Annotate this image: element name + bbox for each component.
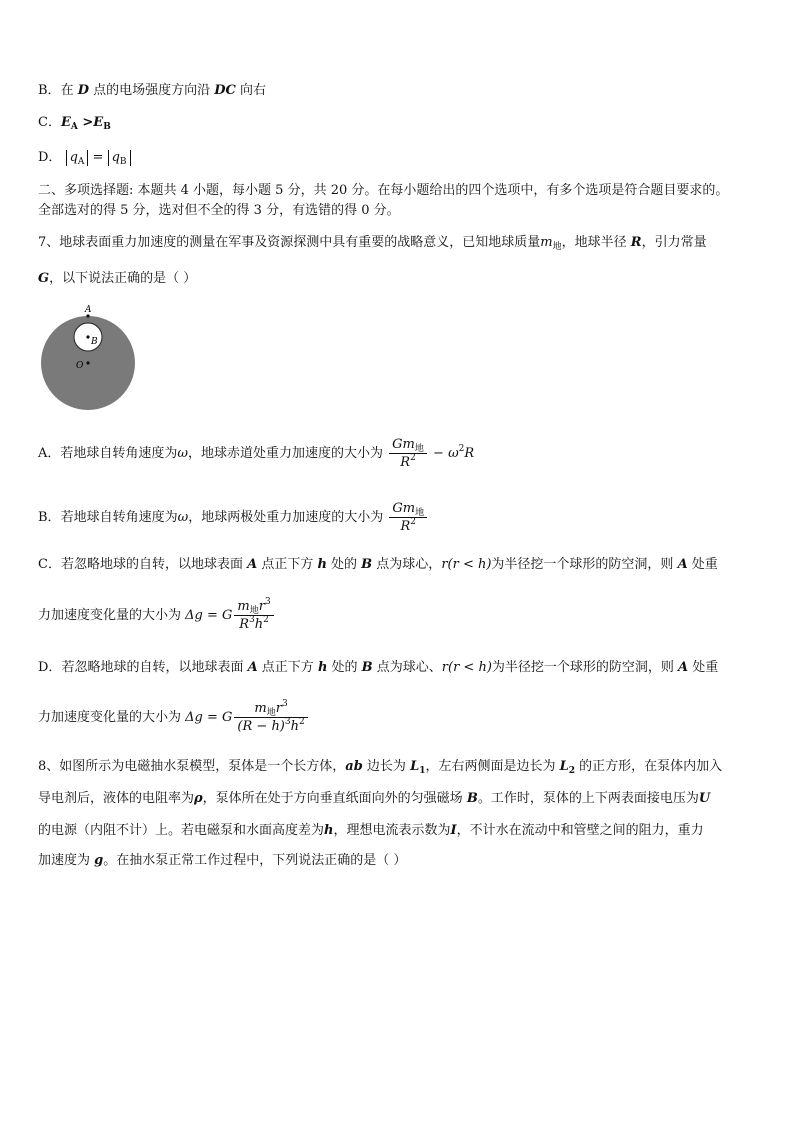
- earth-cavity-figure: [38, 300, 148, 415]
- abs-qa: $q_A$: [66, 150, 89, 166]
- q7-option-c-line1: C．若忽略地球的自转，以地球表面 A 点正下方 h 处的 B 点为球心，r(r < h)为半径挖一个球形的防空洞，则 A 处重: [38, 557, 718, 572]
- formula-b: $\frac{Gm_地}{R^2}$: [387, 500, 429, 535]
- q7-option-b: B．若地球自转角速度为ω，地球两极处重力加速度的大小为 $\frac{Gm_地}{R^2}$: [38, 500, 429, 535]
- formula-d: Δg = G $\frac{m_地r^3}{(R - h)^3h^2}$: [185, 700, 310, 735]
- abs-qb: $q_B$: [108, 150, 131, 166]
- q7-stem-line1: 7、地球表面重力加速度的测量在军事及资源探测中具有重要的战略意义，已知地球质量$m_地$，地球半径 R，引力常量: [38, 235, 707, 252]
- prev-option-b: B．在 D 点的电场强度方向沿 DC 向右: [38, 83, 267, 98]
- label-o: O: [76, 361, 84, 371]
- q7-option-c-line2: 力加速度变化量的大小为 Δg = G $\frac{m_地r^3}{R^3h^2}$: [38, 598, 276, 633]
- section2-line2: 全部选对的得 5 分，选对但不全的得 3 分，有选错的得 0 分。: [38, 203, 400, 218]
- prev-option-d: D． $q_A = q_B$: [38, 149, 131, 167]
- point-o: [86, 361, 89, 364]
- q7-option-a: A．若地球自转角速度为ω，地球赤道处重力加速度的大小为 $\frac{Gm_地}{R^2}$ − $\omega^2R$: [38, 437, 475, 470]
- q7-option-d-line1: D．若忽略地球的自转，以地球表面 A 点正下方 h 处的 B 点为球心、r(r < h)为半径挖一个球形的防空洞，则 A 处重: [38, 660, 719, 675]
- formula-c: Δg = G $\frac{m_地r^3}{R^3h^2}$: [185, 598, 276, 633]
- section2-line1: 二、多项选择题: 本题共 4 小题，每小题 5 分，共 20 分。在每小题给出的四个选项中，有多个选项是符合题目要求的。: [38, 183, 729, 198]
- q7-option-d-line2: 力加速度变化量的大小为 Δg = G $\frac{m_地r^3}{(R - h)^3h^2}$: [38, 700, 310, 735]
- q7-stem-line2: G，以下说法正确的是（ ）: [38, 271, 197, 286]
- q8-line4: 加速度为 g。在抽水泵正常工作过程中，下列说法正确的是（ ）: [38, 853, 407, 868]
- label-a: A: [85, 305, 92, 315]
- q8-line1: 8、如图所示为电磁抽水泵模型，泵体是一个长方体，ab 边长为 $L_1$，左右两侧面是边长为 $L_2$ 的正方形，在泵体内加入: [38, 759, 723, 776]
- prev-option-c: C．$E_A >E_B$: [38, 115, 111, 132]
- earth-diagram: [38, 300, 148, 415]
- q8-line2: 导电剂后，液体的电阻率为ρ，泵体所在处于方向垂直纸面向外的匀强磁场 B。工作时，泵体的上下两表面接电压为U: [38, 791, 711, 806]
- q8-line3: 的电源（内阻不计）上。若电磁泵和水面高度差为h，理想电流表示数为I，不计水在流动中和管壁之间的阻力，重力: [38, 823, 704, 838]
- formula-a: $\frac{Gm_地}{R^2}$ − $\omega^2R$: [387, 436, 474, 471]
- point-b: [86, 335, 89, 338]
- label-b: B: [91, 337, 98, 347]
